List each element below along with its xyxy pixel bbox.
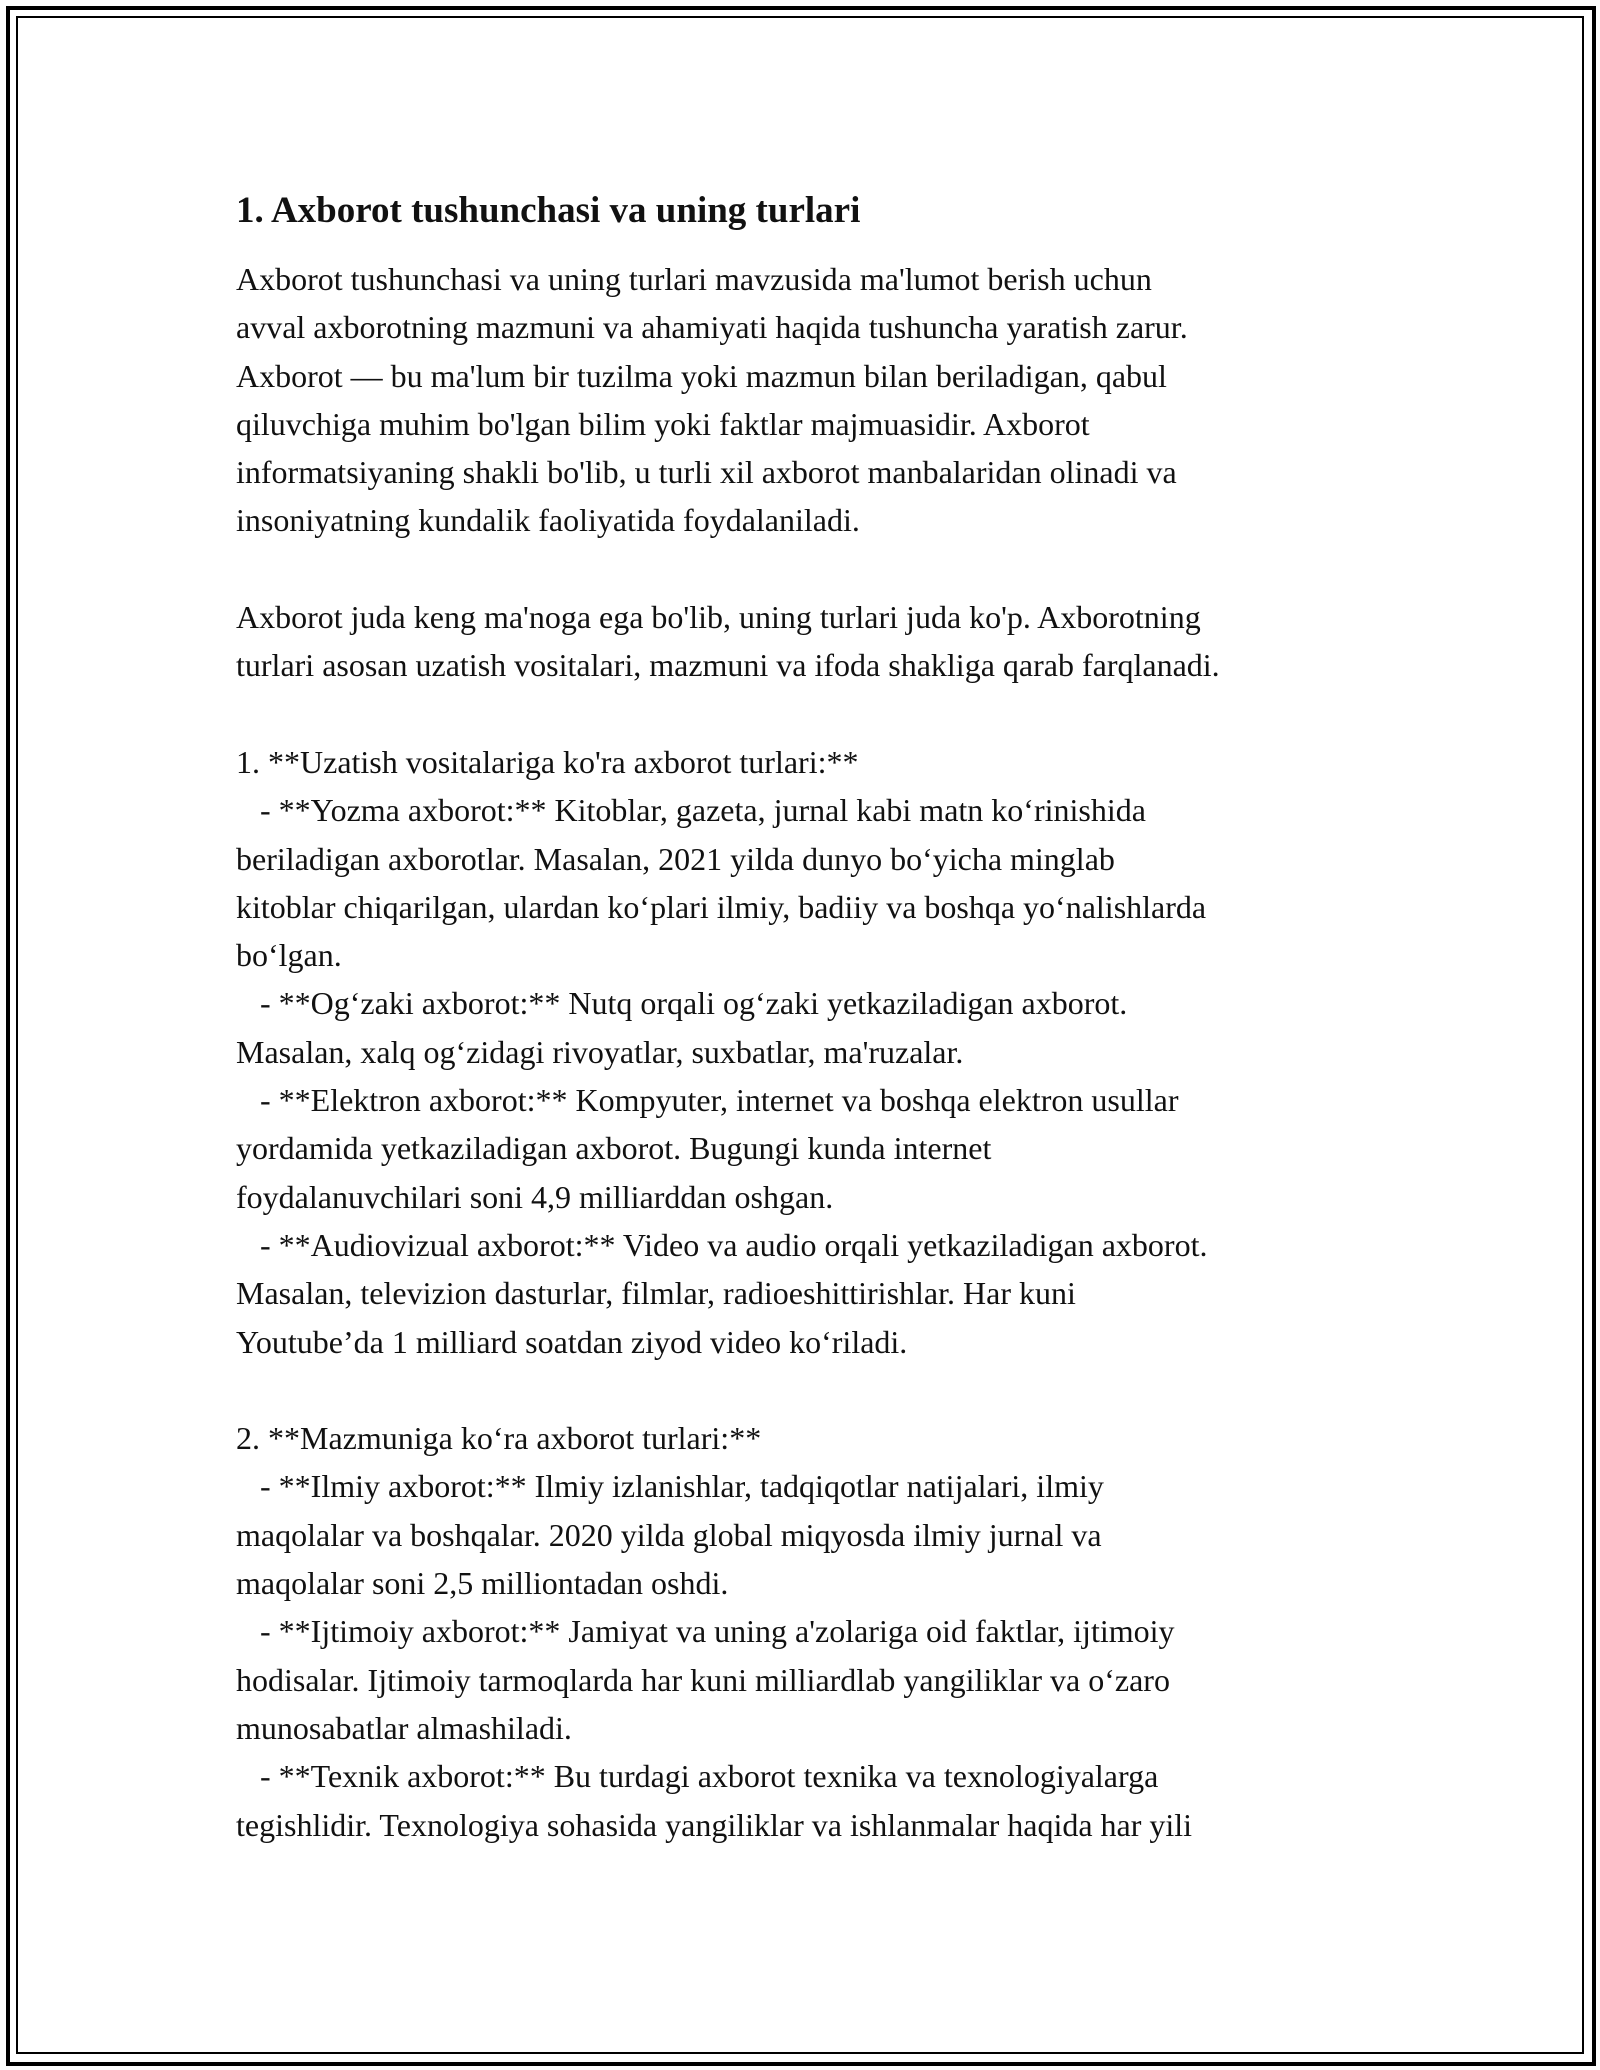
text-line: Axborot tushunchasi va uning turlari mavzusida ma'lumot berish uchun bbox=[236, 261, 1152, 297]
list-item-line: foydalanuvchilari soni 4,9 milliarddan oshgan. bbox=[236, 1178, 834, 1215]
list-item-line: - **Ilmiy axborot:** Ilmiy izlanishlar, tadqiqotlar natijalari, ilmiy bbox=[236, 1468, 1104, 1505]
list-item-line: Masalan, televizion dasturlar, filmlar, radioeshittirishlar. Har kuni bbox=[236, 1275, 1076, 1312]
list-item-line: - **Yozma axborot:** Kitoblar, gazeta, jurnal kabi matn ko‘rinishida bbox=[236, 792, 1146, 829]
document-body bbox=[236, 188, 1386, 1849]
list-item-line: - **Og‘zaki axborot:** Nutq orqali og‘zaki yetkaziladigan axborot. bbox=[236, 985, 1128, 1022]
content-types-list bbox=[236, 1414, 1386, 1849]
list-item-line: - **Elektron axborot:** Kompyuter, internet va boshqa elektron usullar bbox=[236, 1082, 1179, 1119]
text-line: qiluvchiga muhim bo'lgan bilim yoki faktlar majmuasidir. Axborot bbox=[236, 405, 1090, 442]
intro-paragraph bbox=[236, 255, 1386, 545]
list-item-line: bo‘lgan. bbox=[236, 937, 342, 974]
types-overview-paragraph bbox=[236, 593, 1386, 690]
list-item-line: tegishlidir. Texnologiya sohasida yangiliklar va ishlanmalar haqida har yili bbox=[236, 1806, 1193, 1843]
paragraph-spacer bbox=[236, 690, 1386, 738]
list-item-line: hodisalar. Ijtimoiy tarmoqlarda har kuni milliardlab yangiliklar va o‘zaro bbox=[236, 1661, 1170, 1698]
paragraph-spacer bbox=[236, 1366, 1386, 1414]
list-item-line: - **Texnik axborot:** Bu turdagi axborot texnika va texnologiyalarga bbox=[236, 1758, 1159, 1795]
paragraph-spacer bbox=[236, 545, 1386, 593]
list-item-line: maqolalar va boshqalar. 2020 yilda global miqyosda ilmiy jurnal va bbox=[236, 1516, 1102, 1553]
list-item-line: Youtube’da 1 milliard soatdan ziyod video ko‘riladi. bbox=[236, 1323, 908, 1360]
list-item-line: munosabatlar almashiladi. bbox=[236, 1709, 572, 1746]
list-item-line: maqolalar soni 2,5 milliontadan oshdi. bbox=[236, 1565, 729, 1602]
text-line: insoniyatning kundalik faoliyatida foydalaniladi. bbox=[236, 502, 860, 539]
list-item-line: yordamida yetkaziladigan axborot. Bugungi kunda internet bbox=[236, 1130, 992, 1167]
section-heading: 1. Axborot tushunchasi va uning turlari bbox=[236, 190, 861, 231]
text-line: turlari asosan uzatish vositalari, mazmuni va ifoda shakliga qarab farqlanadi. bbox=[236, 647, 1220, 684]
text-line: informatsiyaning shakli bo'lib, u turli xil axborot manbalaridan olinadi va bbox=[236, 454, 1177, 491]
text-line: Axborot juda keng ma'noga ega bo'lib, uning turlari juda ko'p. Axborotning bbox=[236, 599, 1201, 636]
list-item-line: - **Ijtimoiy axborot:** Jamiyat va uning a'zolariga oid faktlar, ijtimoiy bbox=[236, 1613, 1175, 1650]
list-heading: 1. **Uzatish vositalariga ko'ra axborot turlari:** bbox=[236, 743, 859, 780]
list-item-line: kitoblar chiqarilgan, ulardan ko‘plari ilmiy, badiiy va boshqa yo‘nalishlarda bbox=[236, 888, 1207, 925]
list-heading: 2. **Mazmuniga ko‘ra axborot turlari:** bbox=[236, 1420, 762, 1457]
list-item-line: beriladigan axborotlar. Masalan, 2021 yilda dunyo bo‘yicha minglab bbox=[236, 840, 1115, 877]
list-item-line: Masalan, xalq og‘zidagi rivoyatlar, suxbatlar, ma'ruzalar. bbox=[236, 1033, 964, 1070]
transmission-types-list bbox=[236, 738, 1386, 1366]
text-line: Axborot — bu ma'lum bir tuzilma yoki mazmun bilan beriladigan, qabul bbox=[236, 357, 1167, 394]
list-item-line: - **Audiovizual axborot:** Video va audio orqali yetkaziladigan axborot. bbox=[236, 1226, 1208, 1263]
text-line: avval axborotning mazmuni va ahamiyati haqida tushuncha yaratish zarur. bbox=[236, 309, 1188, 346]
